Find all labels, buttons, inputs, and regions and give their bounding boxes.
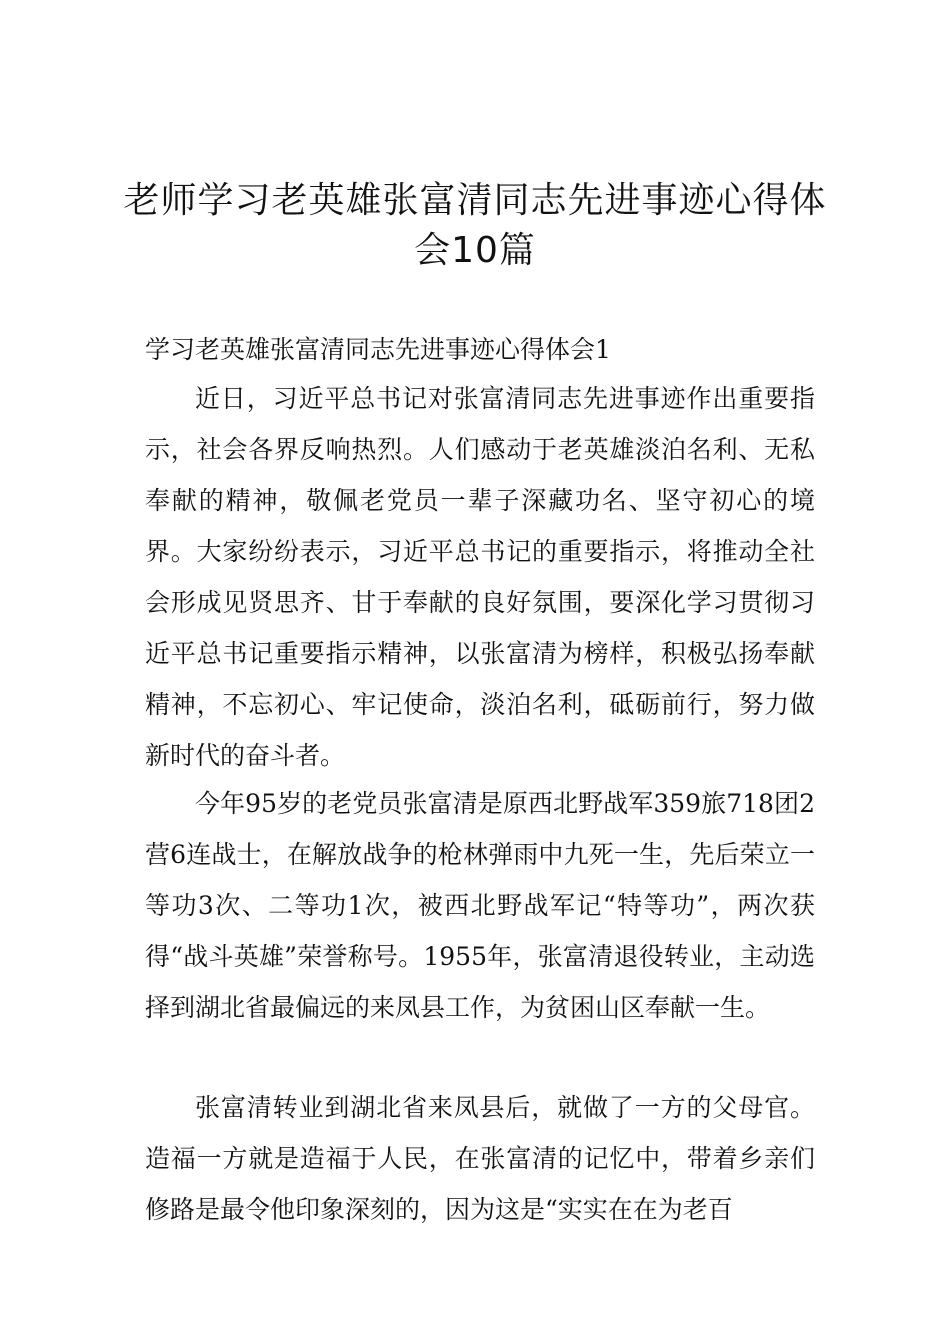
paragraph-2: 今年95岁的老党员张富清是原西北野战军359旅718团2营6连战士，在解放战争的枪林弹雨中九死一生，先后荣立一等功3次、二等功1次，被西北野战军记“特等功”，两次获得“战斗英雄”荣誉称号。1955年，张富清退役转业，主动选择到湖北省最偏远的来凤县工作，为贫困山区奉献一生。 xyxy=(145,789,815,1022)
paragraph-1: 近日，习近平总书记对张富清同志先进事迹作出重要指示，社会各界反响热烈。人们感动于老英雄淡泊名利、无私奉献的精神，敬佩老党员一辈子深藏功名、坚守初心的境界。大家纷纷表示，习近平总书记的重要指示，将推动全社会形成见贤思齐、甘于奉献的良好氛围，要深化学习贯彻习近平总书记重要指示精神，以张富清为榜样，积极弘扬奉献精神，不忘初心、牢记使命，淡泊名利，砥砺前行，努力做新时代的奋斗者。 xyxy=(145,384,815,770)
paragraph-3: 张富清转业到湖北省来凤县后，就做了一方的父母官。造福一方就是造福于人民，在张富清的记忆中，带着乡亲们修路是最令他印象深刻的，因为这是“实实在在为老百 xyxy=(145,1093,815,1224)
document-title: 老师学习老英雄张富清同志先进事迹心得体会10篇 xyxy=(123,180,827,271)
section-heading: 学习老英雄张富清同志先进事迹心得体会1 xyxy=(145,335,611,364)
